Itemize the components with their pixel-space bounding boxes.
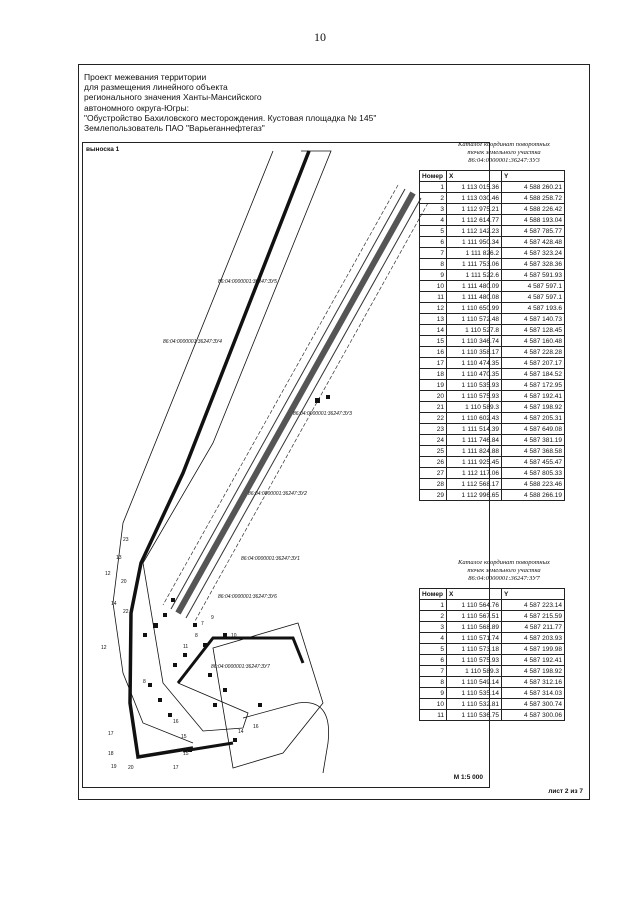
x-coordinate-cell: 1 110 535.14 xyxy=(447,688,502,699)
point-label: 13 xyxy=(116,555,122,561)
pad-rounded-boundary xyxy=(243,703,329,774)
x-coordinate-cell: 1 110 568.89 xyxy=(447,622,502,633)
y-coordinate-cell: 4 587 207.17 xyxy=(502,358,565,369)
point-label: 12 xyxy=(105,571,111,577)
x-coordinate-cell: 1 112 117.06 xyxy=(447,468,502,479)
point-number-cell: 3 xyxy=(420,622,447,633)
x-coordinate-cell: 1 111 522.6 xyxy=(447,270,502,281)
col-y: Y xyxy=(502,589,565,600)
table-row xyxy=(420,336,565,347)
header-line: для размещения линейного объекта xyxy=(84,82,228,93)
point-label: 16 xyxy=(253,724,259,730)
point-label: 20 xyxy=(128,765,134,771)
col-x: X xyxy=(447,171,502,182)
catalog1-header-row xyxy=(420,171,565,182)
y-coordinate-cell: 4 587 215.59 xyxy=(502,611,565,622)
point-number-cell: 21 xyxy=(420,402,447,413)
table-row xyxy=(420,237,565,248)
point-number-cell: 7 xyxy=(420,248,447,259)
table-row xyxy=(420,270,565,281)
x-coordinate-cell: 1 110 575.93 xyxy=(447,391,502,402)
table-row xyxy=(420,446,565,457)
point-number-cell: 4 xyxy=(420,215,447,226)
table-row xyxy=(420,655,565,666)
x-coordinate-cell: 1 112 996.65 xyxy=(447,490,502,501)
table-row xyxy=(420,358,565,369)
table-row xyxy=(420,435,565,446)
x-coordinate-cell: 1 111 480.08 xyxy=(447,292,502,303)
y-coordinate-cell: 4 588 266.19 xyxy=(502,490,565,501)
point-number-cell: 13 xyxy=(420,314,447,325)
x-coordinate-cell: 1 110 536.75 xyxy=(447,710,502,721)
table-row xyxy=(420,490,565,501)
parcel-label: 86:04:0000001:36247:ЗУ1 xyxy=(241,556,300,562)
y-coordinate-cell: 4 587 328.36 xyxy=(502,259,565,270)
y-coordinate-cell: 4 588 258.72 xyxy=(502,193,565,204)
header-line: регионального значения Ханты-Мансийского xyxy=(84,92,262,103)
header-line: Землепользователь ПАО "Варьеганнефтегаз" xyxy=(84,123,265,134)
x-coordinate-cell: 1 113 030.46 xyxy=(447,193,502,204)
catalog2-table xyxy=(419,588,565,721)
point-number-cell: 17 xyxy=(420,358,447,369)
catalog1-title-line: точек земельного участка xyxy=(467,149,541,156)
x-coordinate-cell: 1 110 572.48 xyxy=(447,314,502,325)
x-coordinate-cell: 1 110 650.99 xyxy=(447,303,502,314)
catalog2-title xyxy=(419,559,589,583)
header-line: Проект межевания территории xyxy=(84,72,207,82)
table-row xyxy=(420,633,565,644)
y-coordinate-cell: 4 587 193.6 xyxy=(502,303,565,314)
x-coordinate-cell: 1 110 573.18 xyxy=(447,644,502,655)
point-number-cell: 8 xyxy=(420,677,447,688)
catalog1-table xyxy=(419,170,565,501)
point-label: 10 xyxy=(231,633,237,639)
table-row xyxy=(420,710,565,721)
point-number-cell: 18 xyxy=(420,369,447,380)
point-number-cell: 5 xyxy=(420,226,447,237)
x-coordinate-cell: 1 111 826.2 xyxy=(447,248,502,259)
point-number-cell: 20 xyxy=(420,391,447,402)
pad-outline xyxy=(213,623,323,768)
y-coordinate-cell: 4 587 205.31 xyxy=(502,413,565,424)
table-row xyxy=(420,215,565,226)
point-label: 22 xyxy=(123,609,129,615)
point-number-cell: 6 xyxy=(420,655,447,666)
table-row xyxy=(420,688,565,699)
y-coordinate-cell: 4 588 223.46 xyxy=(502,479,565,490)
table-row xyxy=(420,314,565,325)
table-row xyxy=(420,226,565,237)
point-label: 8 xyxy=(143,679,146,685)
y-coordinate-cell: 4 587 312.16 xyxy=(502,677,565,688)
y-coordinate-cell: 4 587 428.48 xyxy=(502,237,565,248)
x-coordinate-cell: 1 110 470.35 xyxy=(447,369,502,380)
catalog2-title-line: точек земельного участка xyxy=(467,567,541,574)
corridor-boundary xyxy=(143,151,331,731)
drawing-header xyxy=(84,72,376,133)
catalog2-title-line: Каталог координат поворотных xyxy=(458,559,550,566)
catalog2-header-row xyxy=(420,589,565,600)
point-number-cell: 19 xyxy=(420,380,447,391)
y-coordinate-cell: 4 587 323.24 xyxy=(502,248,565,259)
table-row xyxy=(420,424,565,435)
y-coordinate-cell: 4 588 260.21 xyxy=(502,182,565,193)
point-number-cell: 1 xyxy=(420,600,447,611)
y-coordinate-cell: 4 587 300.06 xyxy=(502,710,565,721)
pad-connector xyxy=(178,638,303,683)
table-row xyxy=(420,391,565,402)
col-y: Y xyxy=(502,171,565,182)
y-coordinate-cell: 4 587 597.1 xyxy=(502,292,565,303)
col-number: Номер xyxy=(420,589,447,600)
point-number-cell: 4 xyxy=(420,633,447,644)
y-coordinate-cell: 4 588 226.42 xyxy=(502,204,565,215)
y-coordinate-cell: 4 587 128.45 xyxy=(502,325,565,336)
catalog2-title-line: 86:04:0000001:36247:ЗУ7 xyxy=(468,575,540,582)
x-coordinate-cell: 1 113 015.36 xyxy=(447,182,502,193)
table-row xyxy=(420,369,565,380)
point-number-cell: 8 xyxy=(420,259,447,270)
y-coordinate-cell: 4 587 203.93 xyxy=(502,633,565,644)
y-coordinate-cell: 4 587 805.33 xyxy=(502,468,565,479)
x-coordinate-cell: 1 112 568.17 xyxy=(447,479,502,490)
point-label: 7 xyxy=(201,621,204,627)
y-coordinate-cell: 4 587 314.03 xyxy=(502,688,565,699)
table-row xyxy=(420,622,565,633)
table-row xyxy=(420,644,565,655)
point-number-cell: 6 xyxy=(420,237,447,248)
table-row xyxy=(420,281,565,292)
x-coordinate-cell: 1 110 602.43 xyxy=(447,413,502,424)
x-coordinate-cell: 1 110 527.8 xyxy=(447,325,502,336)
point-label: 17 xyxy=(108,731,114,737)
table-row xyxy=(420,457,565,468)
y-coordinate-cell: 4 587 300.74 xyxy=(502,699,565,710)
point-number-cell: 22 xyxy=(420,413,447,424)
y-coordinate-cell: 4 587 160.48 xyxy=(502,336,565,347)
y-coordinate-cell: 4 587 198.92 xyxy=(502,402,565,413)
point-label: 16 xyxy=(173,719,179,725)
x-coordinate-cell: 1 110 567.51 xyxy=(447,611,502,622)
point-number-cell: 2 xyxy=(420,611,447,622)
x-coordinate-cell: 1 111 753.06 xyxy=(447,259,502,270)
point-label: 15 xyxy=(181,734,187,740)
parcel-label: 86:04:0000001:36247:ЗУ3 xyxy=(293,411,352,417)
y-coordinate-cell: 4 587 211.77 xyxy=(502,622,565,633)
parcel-label: 86:04:0000001:36247:ЗУ7 xyxy=(211,664,270,670)
y-coordinate-cell: 4 587 597.1 xyxy=(502,281,565,292)
point-number-cell: 9 xyxy=(420,270,447,281)
x-coordinate-cell: 1 111 824.88 xyxy=(447,446,502,457)
point-number-cell: 11 xyxy=(420,292,447,303)
table-row xyxy=(420,259,565,270)
point-markers xyxy=(143,395,330,752)
point-number-cell: 5 xyxy=(420,644,447,655)
x-coordinate-cell: 1 111 746.84 xyxy=(447,435,502,446)
x-coordinate-cell: 1 110 564.76 xyxy=(447,600,502,611)
point-number-cell: 16 xyxy=(420,347,447,358)
point-label: 9 xyxy=(211,615,214,621)
table-row xyxy=(420,380,565,391)
parcel-label: 86:04:0000001:36247:ЗУ2 xyxy=(248,491,307,497)
point-label: 17 xyxy=(173,765,179,771)
table-row xyxy=(420,468,565,479)
table-row xyxy=(420,699,565,710)
point-labels xyxy=(101,537,259,771)
point-number-cell: 24 xyxy=(420,435,447,446)
point-number-cell: 10 xyxy=(420,699,447,710)
x-coordinate-cell: 1 110 571.74 xyxy=(447,633,502,644)
y-coordinate-cell: 4 587 455.47 xyxy=(502,457,565,468)
table-row xyxy=(420,204,565,215)
y-coordinate-cell: 4 587 172.95 xyxy=(502,380,565,391)
header-line: "Обустройство Бахиловского месторождения. Кустовая площадка № 145" xyxy=(84,112,377,123)
x-coordinate-cell: 1 110 589.3 xyxy=(447,666,502,677)
x-coordinate-cell: 1 111 950.34 xyxy=(447,237,502,248)
x-coordinate-cell: 1 111 514.39 xyxy=(447,424,502,435)
y-coordinate-cell: 4 587 198.92 xyxy=(502,666,565,677)
table-row xyxy=(420,193,565,204)
table-row xyxy=(420,611,565,622)
catalog1-title-line: Каталог координат поворотных xyxy=(458,141,550,148)
parcel-label: 86:04:0000001:36247:ЗУ4 xyxy=(163,339,222,345)
y-coordinate-cell: 4 587 785.77 xyxy=(502,226,565,237)
x-coordinate-cell: 1 110 532.81 xyxy=(447,699,502,710)
col-x: X xyxy=(447,589,502,600)
y-coordinate-cell: 4 587 381.19 xyxy=(502,435,565,446)
x-coordinate-cell: 1 110 474.35 xyxy=(447,358,502,369)
catalog1-title-line: 86:04:0000001:36247:ЗУ3 xyxy=(468,157,540,164)
point-label: 19 xyxy=(111,764,117,770)
point-number-cell: 12 xyxy=(420,303,447,314)
drawing-sheet xyxy=(78,64,590,800)
y-coordinate-cell: 4 587 192.41 xyxy=(502,655,565,666)
point-label: 14 xyxy=(238,729,244,735)
inset-label: выноска 1 xyxy=(86,146,120,153)
table-row xyxy=(420,413,565,424)
point-label: 8 xyxy=(195,633,198,639)
page-number: 10 xyxy=(314,30,326,44)
x-coordinate-cell: 1 112 614.77 xyxy=(447,215,502,226)
table-row xyxy=(420,677,565,688)
y-coordinate-cell: 4 587 140.73 xyxy=(502,314,565,325)
x-coordinate-cell: 1 110 358.17 xyxy=(447,347,502,358)
point-number-cell: 23 xyxy=(420,424,447,435)
catalog1-title xyxy=(419,141,589,165)
x-coordinate-cell: 1 110 549.14 xyxy=(447,677,502,688)
table-row xyxy=(420,292,565,303)
map-scale: М 1:5 000 xyxy=(453,774,483,781)
y-coordinate-cell: 4 587 368.58 xyxy=(502,446,565,457)
x-coordinate-cell: 1 112 142.23 xyxy=(447,226,502,237)
sheet-label: лист 2 из 7 xyxy=(548,788,583,795)
table-row xyxy=(420,666,565,677)
table-row xyxy=(420,303,565,314)
table-row xyxy=(420,325,565,336)
point-number-cell: 1 xyxy=(420,182,447,193)
point-number-cell: 29 xyxy=(420,490,447,501)
y-coordinate-cell: 4 587 199.98 xyxy=(502,644,565,655)
table-row xyxy=(420,347,565,358)
point-number-cell: 3 xyxy=(420,204,447,215)
x-coordinate-cell: 1 111 480.09 xyxy=(447,281,502,292)
y-coordinate-cell: 4 587 223.14 xyxy=(502,600,565,611)
point-label: 12 xyxy=(101,645,107,651)
point-number-cell: 15 xyxy=(420,336,447,347)
table-row xyxy=(420,600,565,611)
x-coordinate-cell: 1 112 975.21 xyxy=(447,204,502,215)
point-number-cell: 10 xyxy=(420,281,447,292)
point-number-cell: 7 xyxy=(420,666,447,677)
point-number-cell: 9 xyxy=(420,688,447,699)
point-number-cell: 25 xyxy=(420,446,447,457)
point-number-cell: 2 xyxy=(420,193,447,204)
x-coordinate-cell: 1 110 589.3 xyxy=(447,402,502,413)
point-label: 11 xyxy=(183,644,189,650)
table-row xyxy=(420,479,565,490)
table-row xyxy=(420,402,565,413)
point-label: 20 xyxy=(121,579,127,585)
x-coordinate-cell: 1 110 575.93 xyxy=(447,655,502,666)
table-row xyxy=(420,248,565,259)
point-label: 23 xyxy=(123,537,129,543)
point-label: 15 xyxy=(183,751,189,757)
point-number-cell: 14 xyxy=(420,325,447,336)
y-coordinate-cell: 4 587 192.41 xyxy=(502,391,565,402)
point-label: 18 xyxy=(108,751,114,757)
y-coordinate-cell: 4 588 193.04 xyxy=(502,215,565,226)
col-number: Номер xyxy=(420,171,447,182)
x-coordinate-cell: 1 111 925.45 xyxy=(447,457,502,468)
y-coordinate-cell: 4 587 184.52 xyxy=(502,369,565,380)
point-number-cell: 11 xyxy=(420,710,447,721)
point-label: 14 xyxy=(111,601,117,607)
parcel-label: 86:04:0000001:36247:ЗУ6 xyxy=(218,594,277,600)
y-coordinate-cell: 4 587 228.28 xyxy=(502,347,565,358)
parcel-label: 86:04:0000001:36247:ЗУ5 xyxy=(218,279,277,285)
x-coordinate-cell: 1 110 346.74 xyxy=(447,336,502,347)
header-line: автономного округа-Югры: xyxy=(84,102,189,113)
table-row xyxy=(420,182,565,193)
point-number-cell: 26 xyxy=(420,457,447,468)
point-number-cell: 28 xyxy=(420,479,447,490)
point-number-cell: 27 xyxy=(420,468,447,479)
y-coordinate-cell: 4 587 649.08 xyxy=(502,424,565,435)
y-coordinate-cell: 4 587 591.93 xyxy=(502,270,565,281)
x-coordinate-cell: 1 110 535.93 xyxy=(447,380,502,391)
